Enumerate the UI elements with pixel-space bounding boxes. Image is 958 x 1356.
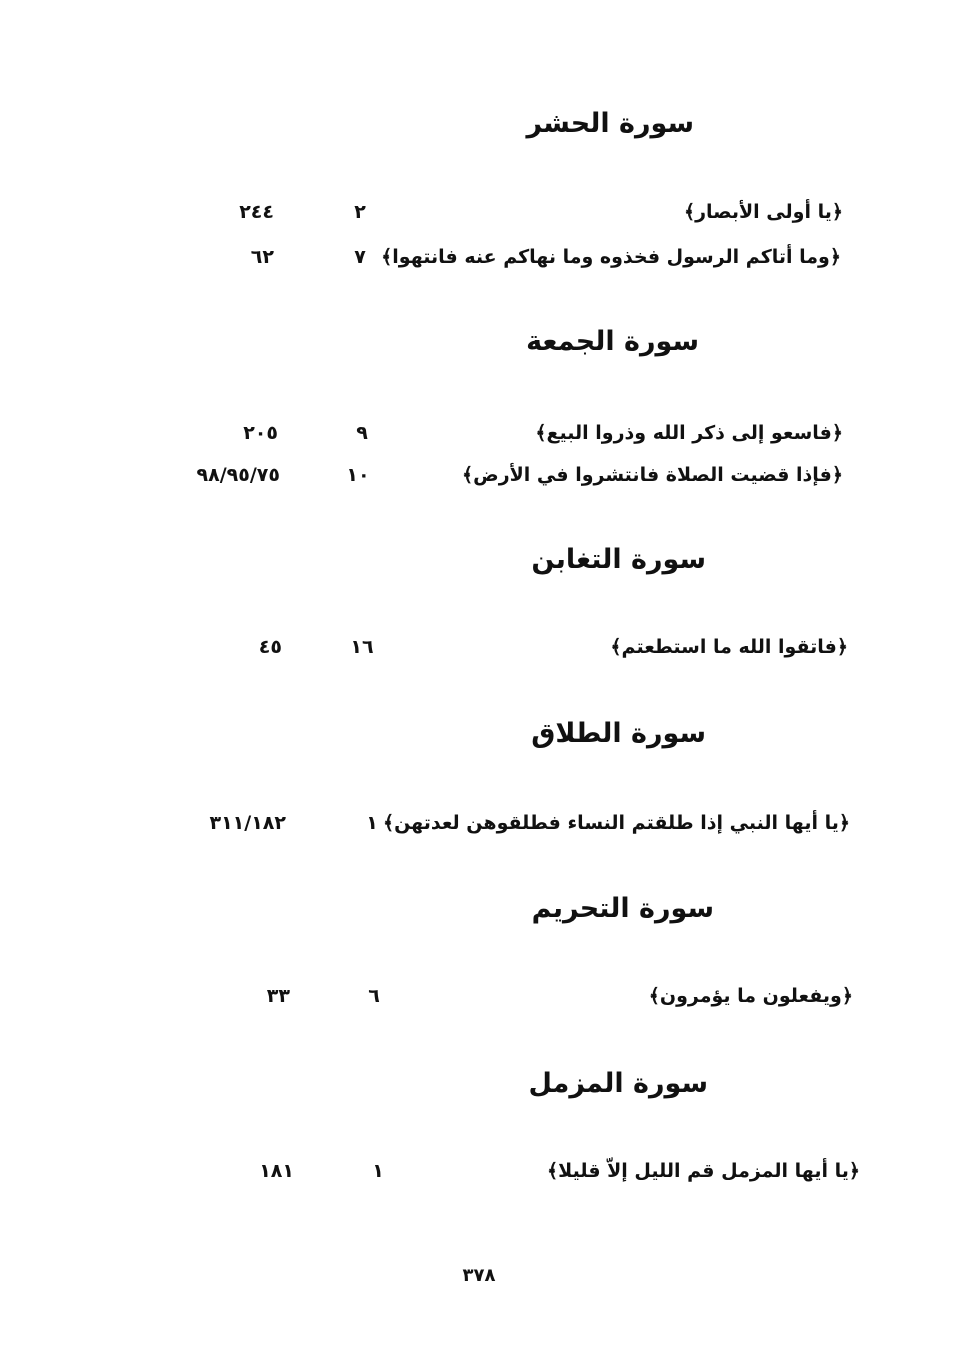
ayah-number: ٧ [354, 246, 366, 268]
section-heading: سورة الجمعة [526, 326, 699, 357]
verse-row [0, 246, 958, 282]
verse-text: ﴿فاتقوا الله ما استطعتم﴾ [610, 636, 848, 658]
ayah-number: ١٠ [346, 464, 370, 486]
ayah-number: ٩ [356, 422, 368, 444]
verse-text: ﴿فاسعو إلى ذكر الله وذروا البيع﴾ [535, 422, 843, 444]
verse-text: ﴿وما أتاكم الرسول فخذوه وما نهاكم عنه فانتهوا﴾ [381, 246, 841, 268]
ayah-number: ١ [372, 1160, 384, 1182]
ayah-number: ١٦ [350, 636, 374, 658]
verse-row [0, 636, 958, 672]
verse-row [0, 464, 958, 500]
ayah-number: ٢ [354, 201, 366, 223]
page-reference: ٣١١/١٨٢ [209, 812, 286, 834]
verse-row [0, 985, 958, 1021]
page-reference: ٩٨/٩٥/٧٥ [196, 464, 280, 486]
verse-text: ﴿يا أولى الأبصار﴾ [683, 201, 843, 223]
verse-row [0, 812, 958, 848]
verse-row [0, 1160, 958, 1196]
verse-row [0, 201, 958, 237]
verse-text: ﴿ويفعلون ما يؤمرون﴾ [648, 985, 853, 1007]
page-reference: ٢٠٥ [243, 422, 278, 444]
verse-text: ﴿يا أيها المزمل قم الليل إلاّ قليلا﴾ [547, 1160, 860, 1182]
section-heading: سورة الطلاق [531, 718, 706, 749]
section-heading: سورة المزمل [528, 1068, 708, 1099]
page-reference: ٣٣ [266, 985, 290, 1007]
section-heading: سورة التغابن [531, 544, 706, 575]
section-heading: سورة الحشر [526, 108, 694, 139]
ayah-number: ١ [366, 812, 378, 834]
verse-text: ﴿يا أيها النبي إذا طلقتم النساء فطلقوهن لعدتهن﴾ [382, 812, 850, 834]
verse-row [0, 422, 958, 458]
section-heading: سورة التحريم [531, 893, 714, 924]
page-reference: ٤٥ [258, 636, 282, 658]
ayah-number: ٦ [368, 985, 380, 1007]
verse-text: ﴿فإذا قضيت الصلاة فانتشروا في الأرض﴾ [462, 464, 843, 486]
page-reference: ١٨١ [259, 1160, 294, 1182]
page-reference: ٢٤٤ [239, 201, 274, 223]
page-number: ٣٧٨ [462, 1265, 496, 1286]
page-reference: ٦٢ [250, 246, 274, 268]
